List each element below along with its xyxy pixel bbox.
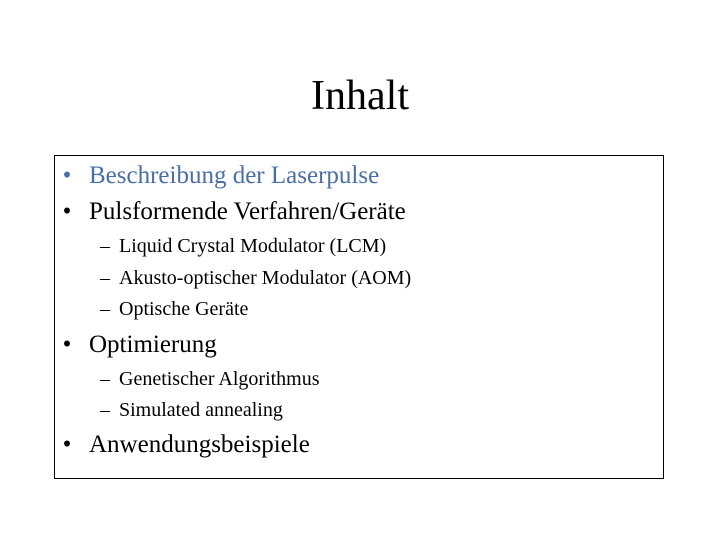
outline-subitem-label: Simulated annealing [119,399,283,421]
bullet-dot: • [62,162,72,189]
outline-subitem-label: Genetischer Algorithmus [119,368,320,390]
outline-item-label: Optimierung [89,331,217,358]
outline-subitem-label: Akusto-optischer Modulator (AOM) [119,267,412,289]
content-box [54,155,664,479]
bullet-dot: • [62,331,72,358]
outline-subitem-label: Liquid Crystal Modulator (LCM) [119,235,387,257]
outline-subitem-label: Optische Geräte [119,298,249,320]
outline-item-label: Anwendungsbeispiele [89,431,310,458]
outline-item-label: Beschreibung der Laserpulse [89,162,380,189]
bullet-dash: – [100,399,110,421]
bullet-dot: • [62,431,72,458]
bullet-dash: – [100,298,110,320]
bullet-dash: – [100,368,110,390]
slide-title: Inhalt [311,73,409,119]
outline-item-label: Pulsformende Verfahren/Geräte [89,198,406,225]
bullet-dash: – [100,267,110,289]
bullet-dot: • [62,198,72,225]
bullet-dash: – [100,235,110,257]
